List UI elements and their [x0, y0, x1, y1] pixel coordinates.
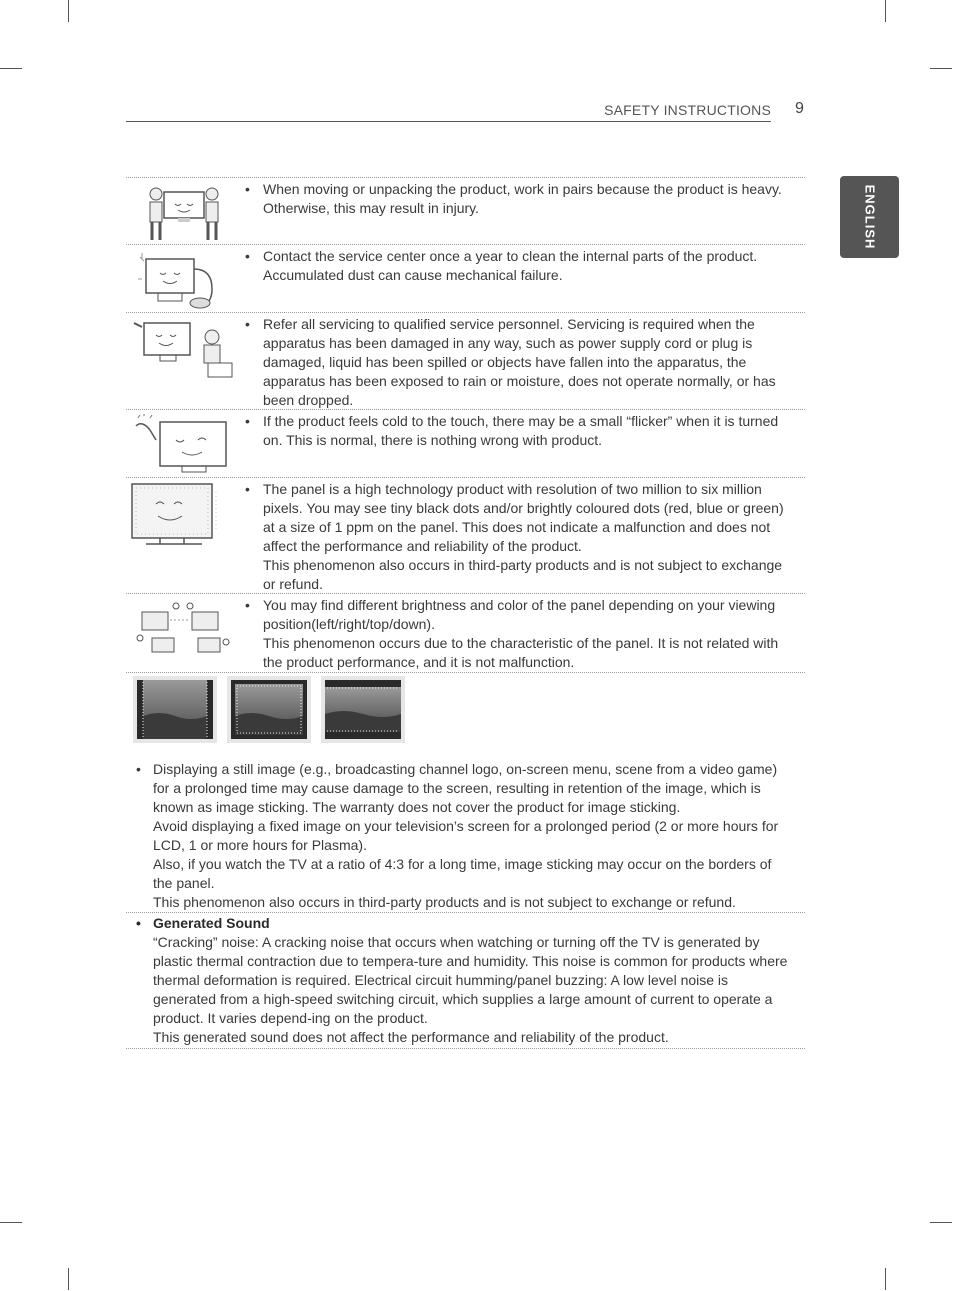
section-text: This phenomenon also occurs in third-party products and is not subject to exchange or refund. — [153, 894, 736, 910]
instruction-text: You may find different brightness and color of the panel depending on your viewing position(left/right/top/down). — [263, 597, 776, 632]
row-divider — [126, 912, 805, 913]
section-text: “Cracking” noise: A cracking noise that occurs when watching or turning off the TV is generated by plastic thermal contraction due to tempera-ture and humidity. This noise is common for products where thermal deformation is required. Electrical circuit humming/panel buzzing: A low level noise is generated from a high-speed switching circuit, which supplies a large amount of current to operate a product. It varies depend-ing on the product. — [153, 934, 788, 1026]
instruction-row — [126, 409, 805, 477]
page-header-title: SAFETY INSTRUCTIONS — [604, 102, 771, 118]
instruction-row — [126, 593, 805, 672]
language-tab — [840, 176, 899, 258]
bullet-marker: • — [245, 597, 250, 613]
instruction-text: This phenomenon also occurs in third-party products and is not subject to exchange or refund. — [263, 557, 783, 592]
bullet-marker: • — [245, 248, 250, 264]
pixel-panel-icon — [130, 482, 234, 550]
instruction-text: The panel is a high technology product with resolution of two million to six million pixels. You may see tiny black dots and/or brightly coloured dots (red, blue or green) at a size of 1 ppm on the panel. This does not indicate a malfunction and does not affect the performance and reliability of the product. — [263, 481, 784, 554]
bullet-marker: • — [245, 413, 250, 429]
section-text: Displaying a still image (e.g., broadcasting channel logo, on-screen menu, scene from a video game) for a prolonged time may cause damage to the screen, resulting in retention of the image, which is known as image sticking. The warranty does not cover the product for image sticking. — [153, 761, 778, 815]
instruction-row — [126, 312, 805, 408]
bullet-marker: • — [136, 915, 141, 931]
bullet-marker: • — [245, 316, 250, 332]
viewing-angle-icon — [130, 598, 234, 660]
crop-mark — [0, 68, 22, 69]
instruction-text: Refer all servicing to qualified service personnel. Servicing is required when the apparatus has been damaged in any way, such as power supply cord or plug is damaged, liquid has been spilled or objects have fallen into the apparatus, the apparatus has been exposed to rain or moisture, does not operate normally, or has been dropped. — [263, 316, 776, 408]
instruction-row — [126, 244, 805, 312]
service-personnel-icon — [130, 317, 234, 379]
crop-mark — [930, 68, 952, 69]
row-divider — [126, 672, 805, 673]
bullet-marker: • — [136, 761, 141, 777]
crop-mark — [0, 1222, 22, 1223]
section-text: Avoid displaying a fixed image on your television’s screen for a prolonged period (2 or more hours for LCD, 1 or more hours for Plasma). — [153, 818, 779, 853]
instruction-text: When moving or unpacking the product, work in pairs because the product is heavy. — [263, 181, 782, 197]
instruction-text: Contact the service center once a year to clean the internal parts of the product. Accumulated dust can cause mechanical failure. — [263, 248, 758, 283]
instruction-row — [126, 177, 805, 244]
bullet-marker: • — [245, 481, 250, 497]
cleaning-tv-icon — [130, 249, 234, 311]
section-heading: Generated Sound — [153, 915, 270, 931]
row-divider — [126, 1048, 805, 1049]
moving-tv-icon — [130, 182, 234, 244]
image-sticking-section — [126, 760, 805, 910]
cold-tv-icon — [130, 414, 234, 476]
bullet-marker: • — [245, 181, 250, 197]
instruction-text: Otherwise, this may result in injury. — [263, 200, 480, 216]
instruction-row — [126, 477, 805, 593]
section-text: Also, if you watch the TV at a ratio of 4:3 for a long time, image sticking may occur on the borders of the panel. — [153, 856, 772, 891]
page-number: 9 — [795, 100, 804, 117]
section-text: This generated sound does not affect the performance and reliability of the product. — [153, 1029, 669, 1045]
sticking-photo-frame — [227, 676, 311, 743]
crop-mark — [68, 0, 69, 22]
instruction-text: This phenomenon occurs due to the characteristic of the panel. It is not related with the product performance, and it is not malfunction. — [263, 635, 779, 670]
instruction-text: If the product feels cold to the touch, there may be a small “flicker” when it is turned on. This is normal, there is nothing wrong with product. — [263, 413, 779, 448]
generated-sound-section — [126, 914, 805, 1048]
crop-mark — [885, 1268, 886, 1290]
header-divider — [126, 121, 771, 122]
sticking-photo-4-3 — [133, 676, 217, 743]
sticking-photo-letterbox — [321, 676, 405, 743]
crop-mark — [930, 1222, 952, 1223]
crop-mark — [68, 1268, 69, 1290]
crop-mark — [885, 0, 886, 22]
language-tab-label: ENGLISH — [862, 184, 877, 250]
